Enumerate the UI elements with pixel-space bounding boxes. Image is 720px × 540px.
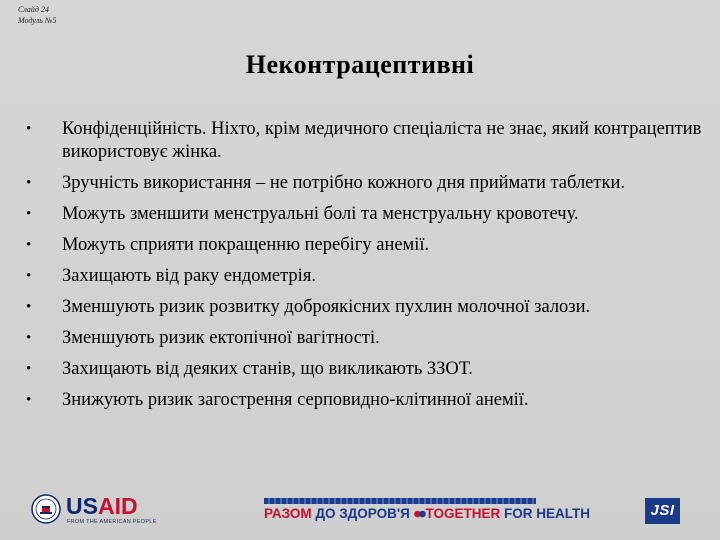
- bullet-text: Можуть зменшити менструальні болі та менструальну кровотечу.: [62, 203, 579, 224]
- footer-logos: [0, 488, 720, 540]
- bullet-item: [20, 265, 710, 288]
- partner-logo-text: РАЗОМ ДО ЗДОРОВ'Я TOGETHER FOR HEALTH: [264, 506, 591, 521]
- bullet-item: [20, 358, 710, 381]
- bullet-item: [20, 172, 710, 195]
- jsi-logo: JSI: [645, 498, 680, 524]
- bullet-text: Зменшують ризик ектопічної вагітності.: [62, 327, 380, 348]
- bullet-text: Захищають від раку ендометрія.: [62, 265, 316, 286]
- bullet-text: Знижують ризик загострення серповидно-клітинної анемії.: [62, 389, 529, 410]
- bullet-text: Можуть сприяти покращенню перебігу анемії.: [62, 234, 430, 255]
- module-label: Модуль №5: [18, 16, 57, 25]
- bullet-item: [20, 389, 710, 412]
- bullet-item: [20, 327, 710, 350]
- bullet-text: Конфіденційність. Ніхто, крім медичного спеціаліста не знає, який контрацептив використовує жінка.: [62, 119, 702, 162]
- bullet-icon: •: [26, 360, 32, 377]
- bullet-list: [20, 118, 710, 420]
- bullet-text: Захищають від деяких станів, що викликають ЗЗОТ.: [62, 358, 473, 379]
- bullet-icon: •: [26, 205, 32, 222]
- bullet-item: [20, 118, 710, 163]
- bullet-text: Зменшують ризик розвитку доброякісних пухлин молочної залози.: [62, 296, 591, 317]
- slide-title: Неконтрацептивні: [245, 50, 475, 79]
- slide-number-label: Слайд 24: [18, 5, 49, 14]
- partner-stripe: [264, 498, 536, 504]
- bullet-icon: •: [26, 174, 32, 191]
- bullet-icon: •: [26, 329, 32, 346]
- usaid-wordmark: USAID: [66, 493, 138, 519]
- bullet-item: [20, 234, 710, 257]
- bullet-icon: •: [26, 236, 32, 253]
- bullet-text: Зручність використання – не потрібно кожного дня приймати таблетки.: [62, 172, 625, 193]
- usaid-tagline: FROM THE AMERICAN PEOPLE: [67, 519, 157, 525]
- bullet-item: [20, 296, 710, 319]
- bullet-icon: •: [26, 121, 32, 137]
- bullet-item: [20, 203, 710, 226]
- bullet-icon: •: [26, 391, 32, 408]
- bullet-icon: •: [26, 298, 32, 315]
- usaid-seal-icon: [31, 494, 61, 524]
- heart-icon: [414, 509, 426, 519]
- bullet-icon: •: [26, 267, 32, 284]
